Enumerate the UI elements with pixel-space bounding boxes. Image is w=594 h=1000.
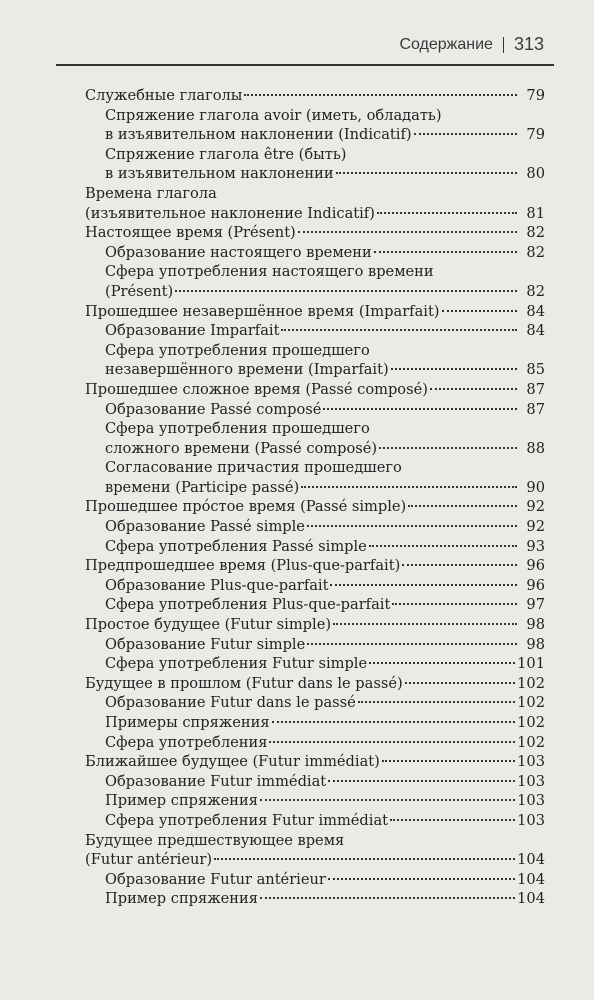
toc-entry-row	[105, 517, 545, 537]
toc-entry-title-line: Пример спряжения	[105, 890, 258, 908]
toc-entry-row	[105, 360, 545, 380]
dot-leader	[328, 878, 515, 880]
toc-entry-row	[105, 439, 545, 459]
toc-entry-page: 102	[517, 694, 545, 712]
header-title: Содержание	[399, 35, 493, 53]
table-of-contents	[85, 86, 545, 909]
toc-entry-row	[105, 595, 545, 615]
toc-subsection-entry	[85, 889, 545, 909]
dot-leader	[358, 701, 515, 703]
toc-entry-title-line: Спряжение глагола avoir (иметь, обладать)	[105, 106, 442, 124]
toc-entry-title-line: Прошедшее незавершённое время (Imparfait)	[85, 302, 440, 320]
toc-entry-title-line: Сфера употребления Plus-que-parfait	[105, 596, 391, 614]
toc-subsection-entry	[85, 733, 545, 753]
toc-entry-row	[105, 713, 545, 733]
dot-leader	[330, 584, 517, 586]
toc-entry-page: 102	[517, 674, 545, 692]
toc-entry-title-line: времени (Participe passé)	[105, 478, 300, 496]
toc-entry-page: 82	[526, 243, 545, 261]
dot-leader	[391, 368, 517, 370]
dot-leader	[260, 799, 515, 801]
toc-entry-page: 93	[526, 537, 545, 555]
toc-subsection-entry	[85, 772, 545, 792]
toc-entry-title-line: Образование Plus-que-parfait	[105, 576, 329, 594]
toc-entry-row	[85, 86, 545, 106]
dot-leader	[272, 721, 516, 723]
toc-section-entry	[85, 831, 545, 870]
toc-entry-page: 97	[526, 596, 545, 614]
dot-leader	[414, 133, 517, 135]
toc-entry-title-line: Образование Imparfait	[105, 322, 280, 340]
toc-section-entry	[85, 184, 545, 223]
toc-entry-page: 84	[526, 302, 545, 320]
toc-subsection-entry	[85, 654, 545, 674]
toc-entry-page: 96	[526, 576, 545, 594]
dot-leader	[377, 212, 517, 214]
toc-entry-title-line: Образование Futur simple	[105, 635, 306, 653]
toc-subsection-entry	[85, 321, 545, 341]
toc-section-entry	[85, 752, 545, 772]
dot-leader	[336, 172, 517, 174]
toc-entry-row	[105, 635, 545, 655]
toc-entry-row	[105, 164, 545, 184]
toc-subsection-entry	[85, 419, 545, 458]
dot-leader	[307, 643, 517, 645]
toc-entry-row	[105, 576, 545, 596]
toc-subsection-entry	[85, 400, 545, 420]
toc-subsection-entry	[85, 145, 545, 184]
toc-entry-title-line: Сфера употребления прошедшего	[105, 420, 370, 438]
toc-section-entry	[85, 302, 545, 322]
toc-entry-title-line: Сфера употребления прошедшего	[105, 341, 370, 359]
toc-entry-row	[105, 733, 545, 753]
dot-leader	[405, 682, 515, 684]
dot-leader	[402, 564, 517, 566]
toc-entry-page: 98	[526, 616, 545, 634]
toc-entry-title-line: Будущее в прошлом (Futur dans le passé)	[85, 674, 403, 692]
toc-entry-row	[85, 497, 545, 517]
toc-entry-page: 87	[526, 380, 545, 398]
toc-entry-row	[105, 321, 545, 341]
toc-entry-row	[105, 693, 545, 713]
toc-entry-row	[105, 889, 545, 909]
dot-leader	[430, 388, 517, 390]
toc-entry-page: 98	[526, 635, 545, 653]
toc-entry-title-line: Сфера употребления Futur simple	[105, 655, 368, 673]
toc-entry-title-line: (Futur antérieur)	[85, 851, 213, 869]
toc-entry-row	[85, 752, 545, 772]
toc-entry-page: 104	[517, 870, 545, 888]
toc-entry-title-line: Образование Futur immédiat	[105, 772, 327, 790]
toc-entry-title-line: Прошедшее сложное время (Passé composé)	[85, 380, 428, 398]
dot-leader	[323, 408, 517, 410]
toc-entry-title-line: Образование Futur antérieur	[105, 870, 326, 888]
toc-entry-row	[85, 674, 545, 694]
toc-entry-row	[105, 243, 545, 263]
toc-entry-page: 103	[517, 792, 545, 810]
toc-subsection-entry	[85, 458, 545, 497]
toc-entry-page: 79	[526, 87, 545, 104]
toc-entry-title-line: Пример спряжения	[105, 792, 258, 810]
dot-leader	[214, 858, 515, 860]
toc-section-entry	[85, 380, 545, 400]
toc-entry-page: 92	[526, 498, 545, 516]
running-header	[399, 34, 544, 55]
toc-subsection-entry	[85, 791, 545, 811]
header-separator	[503, 37, 504, 53]
toc-entry-title-line: Прошедшее прóстое время (Passé simple)	[85, 498, 407, 516]
dot-leader	[408, 505, 517, 507]
toc-entry-row	[85, 380, 545, 400]
toc-section-entry	[85, 497, 545, 517]
toc-entry-title-line: незавершённого времени (Imparfait)	[105, 361, 389, 379]
toc-section-entry	[85, 615, 545, 635]
toc-entry-title-line: Примеры спряжения	[105, 714, 270, 731]
toc-entry-row	[105, 772, 545, 792]
toc-entry-page: 81	[526, 204, 545, 222]
dot-leader	[369, 545, 517, 547]
toc-entry-title-line: Будущее предшествующее время	[85, 831, 345, 849]
toc-section-entry	[85, 556, 545, 576]
toc-subsection-entry	[85, 713, 545, 733]
toc-entry-page: 92	[526, 518, 545, 536]
toc-entry-title-line: Настоящее время (Présent)	[85, 224, 296, 242]
toc-entry-row	[105, 478, 545, 498]
toc-subsection-entry	[85, 576, 545, 596]
toc-entry-page: 82	[526, 224, 545, 242]
toc-entry-title-line: сложного времени (Passé composé)	[105, 439, 378, 457]
toc-entry-page: 85	[526, 361, 545, 379]
toc-subsection-entry	[85, 870, 545, 890]
toc-entry-row	[105, 400, 545, 420]
toc-entry-page: 103	[517, 811, 545, 829]
toc-entry-title-line: Спряжение глагола être (быть)	[105, 145, 347, 163]
toc-entry-page: 102	[517, 733, 545, 751]
dot-leader	[269, 741, 515, 743]
toc-entry-title-line: в изъявительном наклонении	[105, 165, 334, 183]
toc-entry-title-line: Времена глагола	[85, 184, 217, 202]
header-rule	[56, 64, 554, 66]
toc-subsection-entry	[85, 243, 545, 263]
toc-entry-page: 88	[526, 439, 545, 457]
dot-leader	[301, 486, 517, 488]
toc-subsection-entry	[85, 341, 545, 380]
toc-entry-page: 102	[517, 714, 545, 731]
toc-entry-row	[105, 282, 545, 302]
toc-entry-title-line: (Présent)	[105, 282, 174, 300]
toc-entry-row	[105, 811, 545, 831]
dot-leader	[281, 329, 517, 331]
dot-leader	[442, 310, 518, 312]
toc-entry-title-line: Сфера употребления Futur immédiat	[105, 811, 389, 829]
toc-section-entry	[85, 86, 545, 106]
toc-entry-row	[85, 615, 545, 635]
toc-entry-title-line: Ближайшее будущее (Futur immédiat)	[85, 753, 380, 771]
toc-entry-title-line: Простое будущее (Futur simple)	[85, 616, 332, 634]
toc-entry-page: 84	[526, 322, 545, 340]
toc-subsection-entry	[85, 595, 545, 615]
dot-leader	[175, 290, 517, 292]
toc-entry-row	[85, 302, 545, 322]
dot-leader	[379, 447, 517, 449]
dot-leader	[374, 251, 517, 253]
toc-entry-row	[85, 850, 545, 870]
dot-leader	[307, 525, 517, 527]
toc-entry-title-line: Образование Passé simple	[105, 518, 305, 536]
dot-leader	[333, 623, 517, 625]
toc-entry-row	[85, 223, 545, 243]
toc-entry-title-line: Служебные глаголы	[85, 87, 243, 104]
toc-entry-row	[85, 204, 545, 224]
toc-entry-page: 96	[526, 557, 545, 575]
toc-entry-title-line: Сфера употребления	[105, 733, 268, 751]
toc-entry-page: 90	[526, 478, 545, 496]
dot-leader	[260, 897, 515, 899]
toc-subsection-entry	[85, 537, 545, 557]
dot-leader	[392, 603, 517, 605]
toc-entry-title-line: (изъявительное наклонение Indicatif)	[85, 204, 375, 222]
dot-leader	[244, 94, 517, 96]
toc-entry-row	[105, 791, 545, 811]
dot-leader	[390, 819, 515, 821]
toc-subsection-entry	[85, 635, 545, 655]
toc-entry-page: 104	[517, 890, 545, 908]
toc-entry-title-line: Предпрошедшее время (Plus-que-parfait)	[85, 557, 401, 575]
toc-entry-title-line: Образование Futur dans le passé	[105, 694, 356, 712]
toc-entry-title-line: Образование Passé composé	[105, 400, 322, 418]
toc-entry-row	[85, 556, 545, 576]
toc-entry-page: 80	[526, 165, 545, 183]
toc-entry-title-line: в изъявительном наклонении (Indicatif)	[105, 126, 412, 144]
toc-entry-page: 79	[526, 126, 545, 144]
toc-section-entry	[85, 223, 545, 243]
toc-entry-row	[105, 654, 545, 674]
toc-subsection-entry	[85, 517, 545, 537]
toc-entry-title-line: Согласование причастия прошедшего	[105, 459, 402, 477]
toc-entry-page: 103	[517, 772, 545, 790]
toc-entry-page: 104	[517, 851, 545, 869]
toc-entry-row	[105, 125, 545, 145]
toc-subsection-entry	[85, 811, 545, 831]
toc-entry-title-line: Образование настоящего времени	[105, 243, 372, 261]
dot-leader	[298, 231, 517, 233]
dot-leader	[328, 780, 515, 782]
dot-leader	[382, 760, 515, 762]
toc-section-entry	[85, 674, 545, 694]
toc-entry-row	[105, 870, 545, 890]
toc-subsection-entry	[85, 106, 545, 145]
toc-entry-page: 87	[526, 400, 545, 418]
dot-leader	[369, 662, 515, 664]
toc-entry-page: 82	[526, 282, 545, 300]
page-number: 313	[513, 34, 544, 54]
toc-subsection-entry	[85, 693, 545, 713]
toc-subsection-entry	[85, 262, 545, 301]
toc-entry-title-line: Сфера употребления Passé simple	[105, 537, 367, 555]
toc-entry-page: 101	[517, 655, 545, 673]
toc-entry-page: 103	[517, 753, 545, 771]
toc-entry-title-line: Сфера употребления настоящего времени	[105, 263, 434, 281]
toc-entry-row	[105, 537, 545, 557]
